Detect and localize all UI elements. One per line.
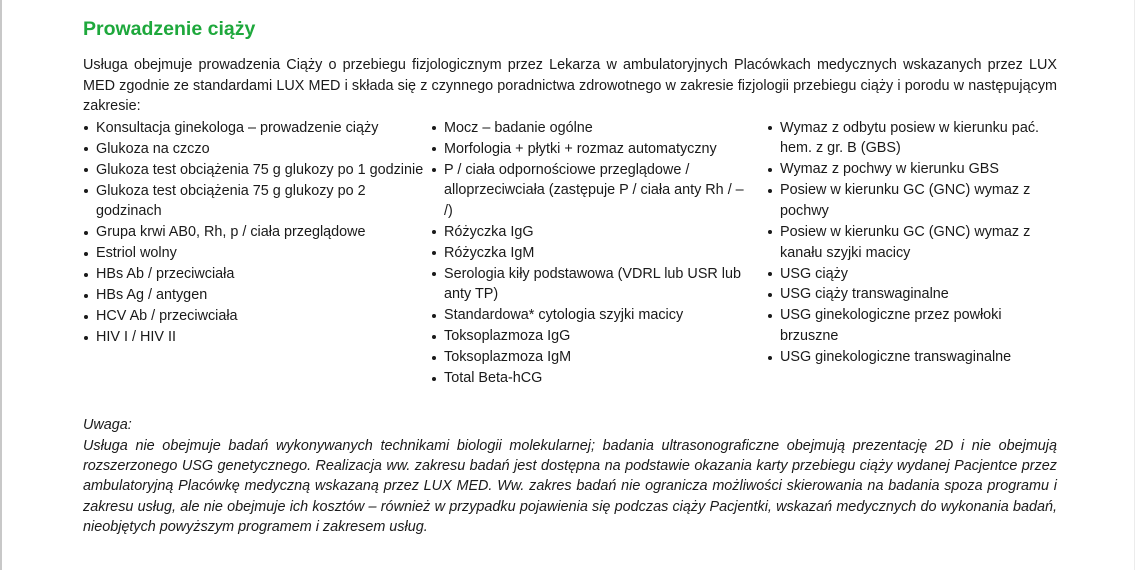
list-item-text: Konsultacja ginekologa – prowadzenie ciąży [96, 119, 379, 136]
bullet-icon [432, 314, 436, 318]
list-item [431, 118, 751, 139]
list-item-text: USG ginekologiczne przez powłoki brzuszne [780, 307, 1002, 345]
bullet-icon [432, 230, 436, 234]
bullet-icon [432, 251, 436, 255]
list-item-text: Morfologia + płytki + rozmaz automatyczny [444, 140, 717, 157]
bullet-icon [84, 252, 88, 256]
list-item [431, 347, 751, 368]
bullet-icon [768, 230, 772, 234]
page-border-left [0, 0, 2, 570]
list-item-text: P / ciała odpornościowe przeglądowe / alloprzeciwciała (zastępuje P / ciała anty Rh / – /) [444, 161, 744, 219]
list-item [431, 264, 751, 305]
list-item [83, 306, 431, 327]
section-title: Prowadzenie ciąży [83, 18, 256, 40]
bullet-icon [84, 147, 88, 151]
list-item [767, 222, 1057, 263]
list-item-text: Toksoplazmoza IgM [444, 349, 572, 366]
list-item-text: Glukoza test obciążenia 75 g glukozy po 2 godzinach [96, 182, 366, 220]
note-section [83, 415, 1057, 537]
list-item [83, 264, 431, 285]
list-item [83, 181, 431, 222]
bullet-icon [768, 314, 772, 318]
list-item [83, 285, 431, 306]
bullet-icon [768, 189, 772, 193]
note-label: Uwaga: [83, 417, 132, 434]
list-item [83, 139, 431, 160]
list-item-text: USG ciąży transwaginalne [780, 286, 949, 303]
list-item [83, 160, 431, 181]
list-item-text: Posiew w kierunku GC (GNC) wymaz z pochwy [780, 182, 1031, 219]
bullet-icon [432, 335, 436, 339]
list-item [767, 159, 1057, 180]
bullet-icon [432, 377, 436, 381]
list-item-text: Wymaz z pochwy w kierunku GBS [780, 161, 999, 178]
note-text: Usługa nie obejmuje badań wykonywanych technikami biologii molekularnej; badania ultrasonograficzne obejmują prezentację 2D i nie obejmują rozszerzonego USG genetycznego. Realizacja ww. zakresu badań jest dostępna na podstawie okazania karty przebiegu ciąży wydanej Pacjentce przez ambulatoryjną Placówkę medyczną wskazaną przez LUX MED. Ww. zakres badań nie ogranicza możliwości skierowania na badania spoza programu i zakresu usług, ale nie obejmuje ich kosztów – również w przypadku pojawienia się podczas ciąży Pacjentki, wskazań medycznych do wykonania badań, nieobjętych powyższym programem i zakresem usług. [83, 437, 1057, 535]
bullet-icon [84, 294, 88, 298]
list-item-text: Różyczka IgG [444, 223, 534, 240]
list-item-text: Glukoza test obciążenia 75 g glukozy po 1 godzinie [96, 161, 424, 178]
list-item [767, 305, 1057, 346]
list-item-text: USG ginekologiczne transwaginalne [780, 349, 1012, 366]
list-item-text: Posiew w kierunku GC (GNC) wymaz z kanału szyjki macicy [780, 223, 1031, 261]
list-item [83, 327, 431, 348]
intro-paragraph: Usługa obejmuje prowadzenia Ciąży o przebiegu fizjologicznym przez Lekarza w ambulatoryjnych Placówkach medycznych wskazanych przez LUX MED zgodnie ze standardami LUX MED i składa się z czynnego poradnictwa zdrowotnego w zakresie fizjologii przebiegu ciąży i porodu w następującym zakresie: [83, 57, 1057, 115]
list-item [431, 368, 751, 389]
list-item-text: Mocz – badanie ogólne [444, 119, 593, 136]
list-item-text: Grupa krwi AB0, Rh, p / ciała przeglądowe [96, 224, 366, 241]
bullet-icon [768, 126, 772, 130]
bullet-icon [768, 168, 772, 172]
bullet-icon [768, 293, 772, 297]
bullet-icon [432, 356, 436, 360]
list-item-text: Standardowa* cytologia szyjki macicy [444, 307, 684, 324]
list-item-text: Wymaz z odbytu posiew w kierunku pać. hem. z gr. B (GBS) [780, 119, 1040, 157]
list-item [767, 347, 1057, 368]
service-list-column-3 [767, 118, 1057, 390]
list-item [431, 160, 751, 222]
list-item [767, 180, 1057, 221]
list-item [431, 326, 751, 347]
bullet-icon [432, 168, 436, 172]
list-item-text: Toksoplazmoza IgG [444, 328, 571, 345]
list-item [83, 243, 431, 264]
list-item [767, 284, 1057, 305]
bullet-icon [84, 231, 88, 235]
list-item-text: Różyczka IgM [444, 244, 535, 261]
list-item-text: Estriol wolny [96, 245, 177, 262]
list-item-text: Serologia kiły podstawowa (VDRL lub USR lub anty TP) [444, 265, 742, 303]
bullet-icon [432, 272, 436, 276]
list-item-text: HBs Ab / przeciwciała [96, 266, 235, 283]
service-list-columns [83, 118, 1057, 390]
list-item [431, 243, 751, 264]
bullet-icon [84, 126, 88, 130]
list-item [431, 222, 751, 243]
bullet-icon [84, 336, 88, 340]
list-item-text: USG ciąży [780, 265, 848, 282]
list-item-text: HCV Ab / przeciwciała [96, 308, 238, 325]
bullet-icon [432, 126, 436, 130]
document-section [83, 16, 1057, 537]
list-item-text: Glukoza na czczo [96, 140, 210, 157]
bullet-icon [84, 315, 88, 319]
list-item [83, 118, 431, 139]
list-item [767, 264, 1057, 285]
service-list-column-1 [83, 118, 431, 390]
list-item [83, 222, 431, 243]
bullet-icon [768, 356, 772, 360]
service-list-column-2 [431, 118, 751, 390]
bullet-icon [84, 273, 88, 277]
list-item [431, 139, 751, 160]
bullet-icon [84, 168, 88, 172]
list-item-text: HIV I / HIV II [96, 329, 176, 346]
list-item [767, 118, 1057, 159]
list-item-text: HBs Ag / antygen [96, 287, 208, 304]
list-item [431, 305, 751, 326]
bullet-icon [768, 272, 772, 276]
bullet-icon [84, 189, 88, 193]
bullet-icon [432, 147, 436, 151]
list-item-text: Total Beta-hCG [444, 370, 543, 387]
